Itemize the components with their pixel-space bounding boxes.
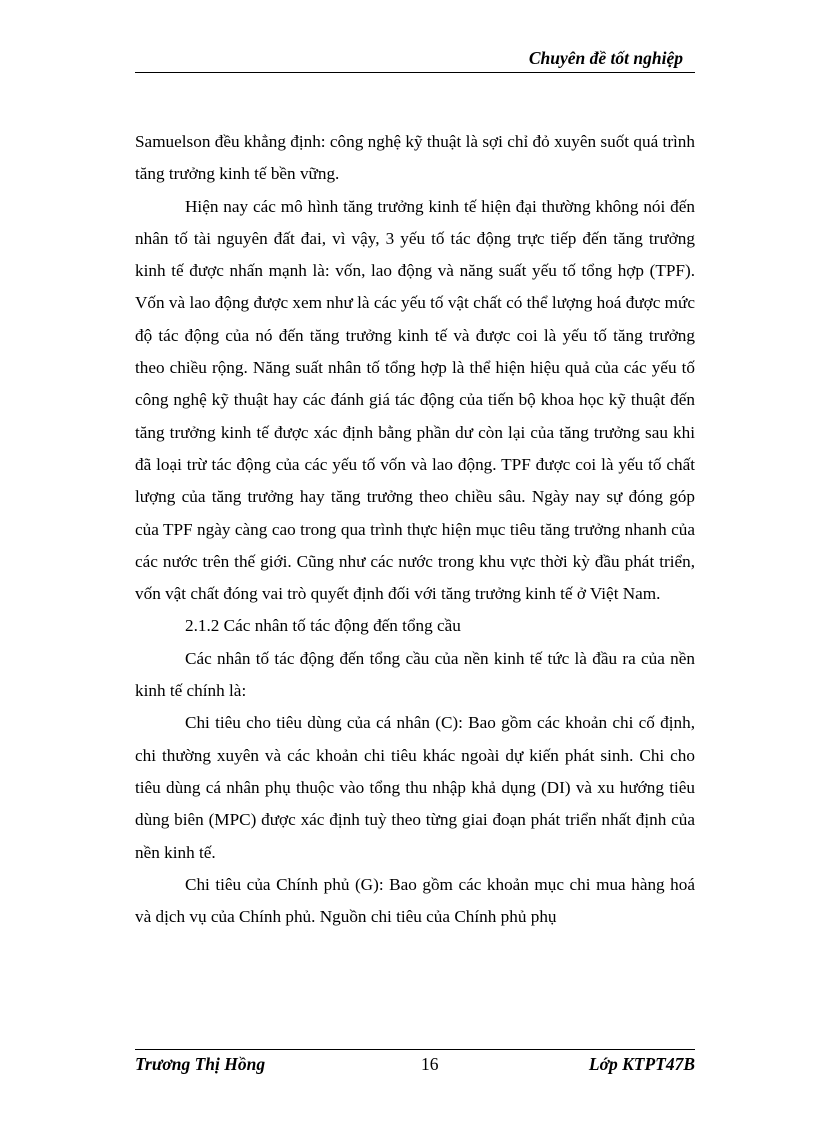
document-body (135, 126, 695, 933)
paragraph: Samuelson đều khẳng định: công nghệ kỹ thuật là sợi chỉ đỏ xuyên suốt quá trình tăng trưởng kinh tế bền vững. (135, 132, 695, 184)
section-heading: 2.1.2 Các nhân tố tác động đến tổng cầu (185, 616, 461, 636)
page-number: 16 (421, 1054, 439, 1074)
footer-author: Trương Thị Hồng (135, 1054, 266, 1074)
paragraph: Hiện nay các mô hình tăng trưởng kinh tế hiện đại thường không nói đến nhân tố tài nguyên đất đai, vì vậy, 3 yếu tố tác động trực tiếp đến tăng trưởng kinh tế được nhấn mạnh là: vốn, lao động và năng suất yếu tố tổng hợp (TPF). Vốn và lao động được xem như là các yếu tố vật chất có thể lượng hoá được mức độ tác động của nó đến tăng trưởng kinh tế và được coi là yếu tố tăng trưởng theo chiều rộng. Năng suất nhân tố tổng hợp là thể hiện hiệu quả của các yếu tố công nghệ kỹ thuật hay các đánh giá tác động của tiến bộ khoa học kỹ thuật đến tăng trưởng kinh tế được xác định bằng phần dư còn lại của tăng trưởng sau khi đã loại trừ tác động của các yếu tố vốn và lao động. TPF được coi là yếu tố chất lượng của tăng trưởng hay tăng trưởng theo chiều sâu. Ngày nay sự đóng góp của TPF ngày càng cao trong qua trình thực hiện mục tiêu tăng trưởng nhanh của các nước trên thế giới. Cũng như các nước trong khu vực thời kỳ đầu phát triển, vốn vật chất đóng vai trò quyết định đối với tăng trưởng kinh tế ở Việt Nam. (135, 196, 695, 604)
page-header (135, 46, 695, 73)
page-footer (135, 1049, 695, 1082)
footer-class: Lớp KTPT47B (588, 1054, 695, 1074)
paragraph: Chi tiêu cho tiêu dùng của cá nhân (C): Bao gồm các khoản chi cố định, chi thường xuyên và các khoản chi tiêu khác ngoài dự kiến phát sinh. Chi cho tiêu dùng cá nhân phụ thuộc vào tổng thu nhập khả dụng (DI) và xu hướng tiêu dùng biên (MPC) được xác định tuỳ theo từng giai đoạn phát triển nhất định của nền kinh tế. (135, 713, 695, 862)
paragraph: Chi tiêu của Chính phủ (G): Bao gồm các khoản mục chi mua hàng hoá và dịch vụ của Chính phủ. Nguồn chi tiêu của Chính phủ phụ (135, 874, 695, 927)
paragraph: Các nhân tố tác động đến tổng cầu của nền kinh tế tức là đầu ra của nền kinh tế chính là: (135, 648, 695, 701)
header-title: Chuyên đề tốt nghiệp (528, 48, 683, 68)
